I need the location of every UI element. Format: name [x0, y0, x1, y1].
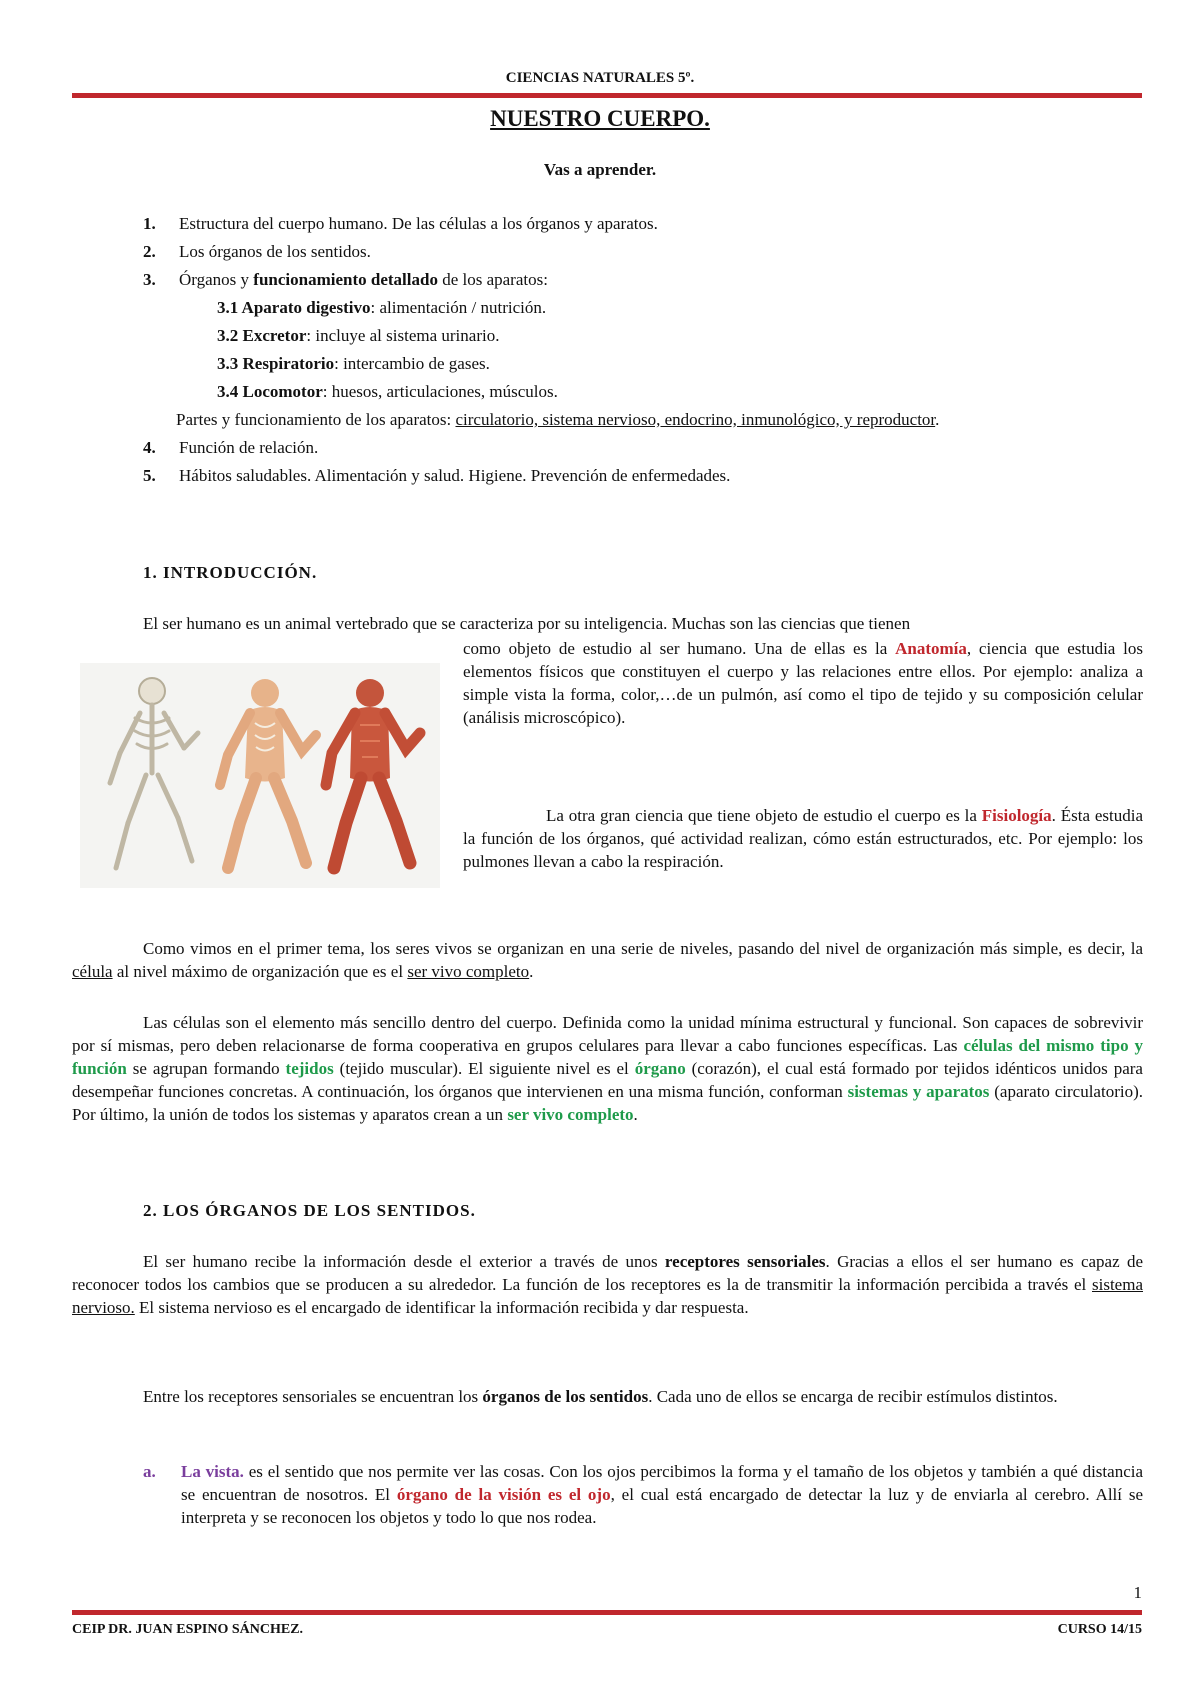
- skeleton-muscle-figures-image: [80, 663, 440, 888]
- footer-course: CURSO 14/15: [1057, 1622, 1142, 1637]
- toc-subitem-3-4: 3.4 Locomotor: huesos, articulaciones, músculos.: [217, 382, 558, 401]
- toc-subitem-3-2: 3.2 Excretor: incluye al sistema urinario.: [217, 326, 500, 345]
- intro-paragraph-line1: El ser humano es un animal vertebrado que se caracteriza por su inteligencia. Muchas son las ciencias que tienen: [143, 614, 911, 633]
- header-rule: [72, 93, 1142, 98]
- human-body-illustration: [80, 663, 440, 888]
- footer-rule: [72, 1610, 1142, 1615]
- page-number: 1: [1133, 1583, 1142, 1602]
- header-title: CIENCIAS NATURALES 5º.: [505, 70, 695, 86]
- toc-partes: Partes y funcionamiento de los aparatos: circulatorio, sistema nervioso, endocrino, inmunológico, y reproductor.: [176, 410, 940, 429]
- intro-paragraph-niveles: Como vimos en el primer tema, los seres vivos se organizan en una serie de niveles, pasando del nivel de organización más simple, es decir, la célula al nivel máximo de organización que es el ser vivo completo.: [72, 939, 1143, 981]
- toc-subitem-3-3: 3.3 Respiratorio: intercambio de gases.: [217, 354, 490, 373]
- toc-item-3: 3. Órganos y funcionamiento detallado de los aparatos:: [143, 270, 548, 289]
- toc-item-2: 2. Los órganos de los sentidos.: [143, 242, 371, 261]
- intro-paragraph-celulas: Las células son el elemento más sencillo dentro del cuerpo. Definida como la unidad mínima estructural y funcional. Son capaces de sobrevivir por sí mismas, pero deben relacionarse de forma cooperativa en grupos celulares para llevar a cabo funciones específicas. Las células del mismo tipo y función se agrupan formando tejidos (tejido muscular). El siguiente nivel es el órgano (corazón), el cual está formado por tejidos idénticos unidos para desempeñar funciones concretas. A continuación, los órganos que intervienen en una misma función, conforman sistemas y aparatos (aparato circulatorio). Por último, la unión de todos los sistemas y aparatos crean a un ser vivo completo.: [72, 1013, 1143, 1124]
- sentidos-paragraph-organos: Entre los receptores sensoriales se encuentran los órganos de los sentidos. Cada uno de ellos se encarga de recibir estímulos distintos.: [143, 1387, 1058, 1406]
- sentidos-item-vista: La vista. es el sentido que nos permite ver las cosas. Con los ojos percibimos la forma y el tamaño de los objetos y también a qué distancia se encuentran de nosotros. El órgano de la visión es el ojo, el cual está encargado de detectar la luz y de enviarla al cerebro. Allí se interpreta y se reconocen los objetos y todo lo que nos rodea.: [181, 1462, 1144, 1527]
- intro-paragraph-fisiologia: La otra gran ciencia que tiene objeto de estudio el cuerpo es la Fisiología. Ésta estudia la función de los órganos, qué actividad realizan, cómo están estructurados, etc. Por ejemplo: los pulmones llevan a cabo la respiración.: [463, 806, 1144, 871]
- page-title: NUESTRO CUERPO.: [490, 106, 710, 131]
- toc-subitem-3-1: 3.1 Aparato digestivo: alimentación / nutrición.: [217, 298, 547, 317]
- section-heading-introduccion: 1. INTRODUCCIÓN.: [143, 563, 318, 582]
- list-marker-a: a.: [143, 1462, 156, 1481]
- sentidos-paragraph-receptores: El ser humano recibe la información desde el exterior a través de unos receptores sensoriales. Gracias a ellos el ser humano es capaz de reconocer todos los cambios que se producen a su alrededor. La función de los receptores es la de transmitir la información percibida a través el sistema nervioso. El sistema nervioso es el encargado de identificar la información recibida y dar respuesta.: [72, 1252, 1143, 1317]
- intro-paragraph-anatomia: como objeto de estudio al ser humano. Una de ellas es la Anatomía, ciencia que estudia los elementos físicos que constituyen el cuerpo y las relaciones entre ellos. Por ejemplo: analiza a simple vista la forma, color,…de un pulmón, así como el tipo de tejido y su composición celular (análisis microscópico).: [463, 639, 1143, 727]
- section-heading-sentidos: 2. LOS ÓRGANOS DE LOS SENTIDOS.: [143, 1201, 476, 1220]
- footer-school: CEIP DR. JUAN ESPINO SÁNCHEZ.: [72, 1622, 304, 1637]
- toc-item-1: 1. Estructura del cuerpo humano. De las células a los órganos y aparatos.: [143, 214, 658, 233]
- toc-item-5: 5. Hábitos saludables. Alimentación y salud. Higiene. Prevención de enfermedades.: [143, 466, 731, 485]
- toc-item-4: 4. Función de relación.: [143, 438, 319, 457]
- page-subtitle: Vas a aprender.: [543, 160, 657, 179]
